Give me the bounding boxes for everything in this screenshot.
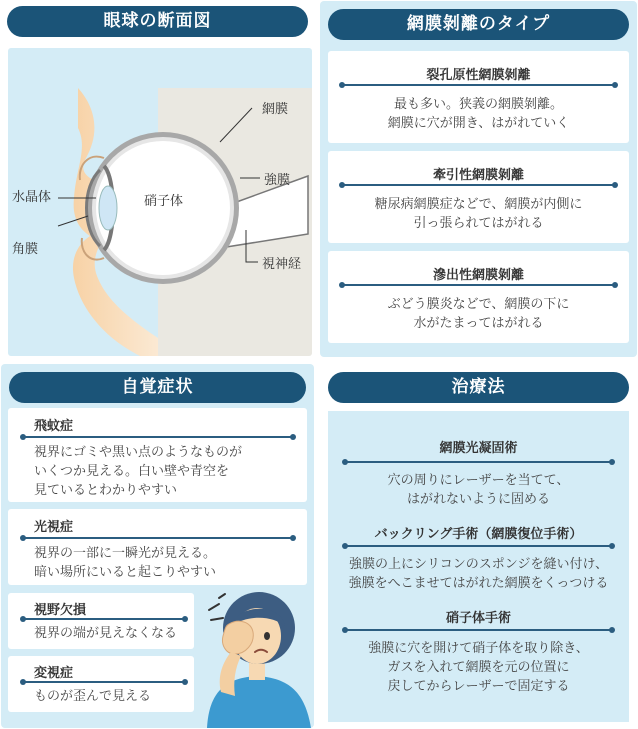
symptom-desc: 視界の一部に一瞬光が見える。 暗い場所にいると起こりやすい xyxy=(34,546,217,580)
type-desc: ぶどう膜炎などで、網膜の下に 水がたまってはがれる xyxy=(387,297,570,331)
treatment-section-title: 治療法 xyxy=(328,372,629,403)
symptom-card-4 xyxy=(8,656,194,712)
divider-line xyxy=(341,284,616,286)
symptom-name: 視野欠損 xyxy=(34,603,87,618)
type-name: 滲出性網膜剝離 xyxy=(432,268,524,283)
divider-line xyxy=(344,461,613,463)
divider-line xyxy=(341,184,616,186)
label-vitreous: 硝子体 xyxy=(144,194,184,209)
symptom-desc: ものが歪んで見える xyxy=(34,689,152,704)
eye-section-panel xyxy=(1,1,314,357)
eye-section-title: 眼球の断面図 xyxy=(7,6,308,37)
label-lens: 水晶体 xyxy=(12,190,52,205)
symptom-desc: 視界にゴミや黒い点のようなものが いくつか見える。白い壁や青空を 見ているとわかりやすい xyxy=(34,445,243,498)
type-desc: 糖尿病網膜症などで、網膜が内側に 引っ張られてはがれる xyxy=(374,197,583,231)
type-card-1 xyxy=(328,51,629,143)
divider-line xyxy=(22,618,186,620)
type-name: 牽引性網膜剝離 xyxy=(432,168,524,183)
treatment-name: 硝子体手術 xyxy=(445,611,511,626)
label-optic-nerve: 視神経 xyxy=(262,257,302,272)
divider-line xyxy=(22,436,294,438)
eye-diagram-area xyxy=(8,48,312,356)
treatment-desc: 強膜に穴を開けて硝子体を取り除き、 ガスを入れて網膜を元の位置に 戻してからレーザーで固定する xyxy=(368,641,589,694)
woman-covering-eye-illustration xyxy=(201,592,313,728)
types-section-panel xyxy=(320,1,637,357)
symptom-name: 変視症 xyxy=(34,666,74,681)
treatment-body xyxy=(328,411,629,722)
type-card-3 xyxy=(328,251,629,343)
divider-line xyxy=(344,545,613,547)
symptom-card-1 xyxy=(8,408,307,502)
treatment-desc: 強膜の上にシリコンのスポンジを縫い付け、 強膜をへこませてはがれた網膜をくっつける xyxy=(348,557,609,591)
type-desc: 最も多い。狭義の網膜剝離。 網膜に穴が開き、はがれていく xyxy=(387,97,570,131)
symptom-card-2 xyxy=(8,509,307,585)
treatment-section-panel xyxy=(320,364,637,728)
divider-line xyxy=(341,84,616,86)
symptoms-section-panel xyxy=(1,364,314,728)
label-cornea: 角膜 xyxy=(12,242,39,257)
symptoms-section-title: 自覚症状 xyxy=(9,372,306,403)
type-name: 裂孔原性網膜剝離 xyxy=(426,68,531,83)
symptom-name: 光視症 xyxy=(34,520,74,535)
divider-line xyxy=(344,629,613,631)
treatment-name: 網膜光凝固術 xyxy=(439,441,518,456)
label-retina: 網膜 xyxy=(262,102,289,117)
type-card-2 xyxy=(328,151,629,243)
label-sclera: 強膜 xyxy=(264,173,291,188)
symptom-desc: 視界の端が見えなくなる xyxy=(34,626,178,641)
types-section-title: 網膜剝離のタイプ xyxy=(328,9,629,40)
divider-line xyxy=(22,681,186,683)
treatment-desc: 穴の周りにレーザーを当てて、 はがれないように固める xyxy=(387,473,570,507)
symptom-card-3 xyxy=(8,593,194,649)
treatment-name: バックリング手術（網膜復位手術） xyxy=(374,527,583,542)
symptom-name: 飛蚊症 xyxy=(34,419,74,434)
divider-line xyxy=(22,537,294,539)
